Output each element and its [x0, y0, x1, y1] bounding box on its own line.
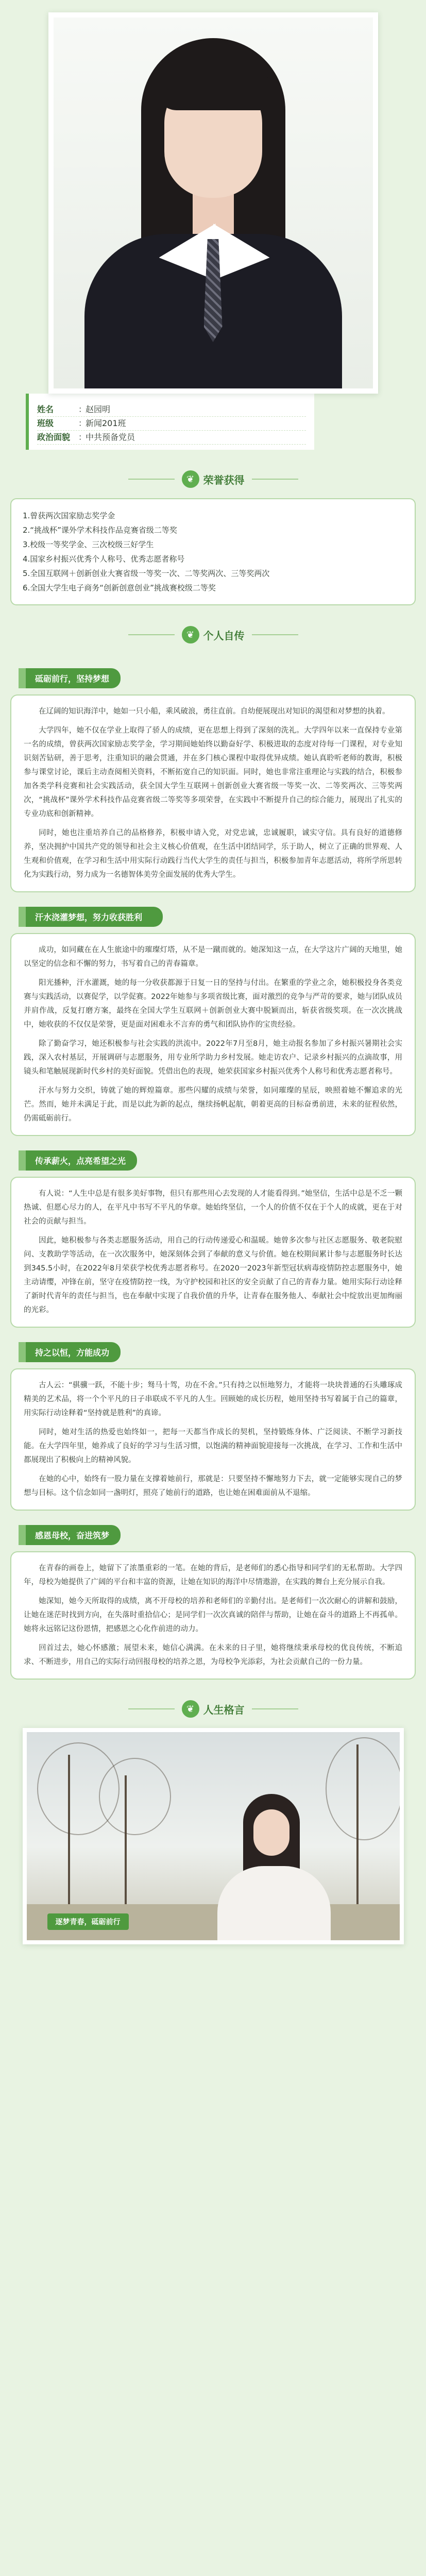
paragraph: 同时，她也注重培养自己的品格修养，积极申请入党，对党忠诚，忠诚履职，诚实守信。具有良好的道德修养，坚决拥护中国共产党的领导和社会主义核心价值观，在生活中团结同学，乐于助人，树立了正确的世界观、人生观和价值观，在学习和生活中用实际行动践行当代大学生的责任与担当，积极参加青年志愿活动，将所学所思转化为实践行动，努力成为一名德智体美劳全面发展的优秀大学生。 — [24, 829, 402, 879]
section-tab: 感恩母校，奋进筑梦 — [26, 1525, 121, 1545]
honor-item: 1.曾获两次国家励志奖学金 — [23, 511, 115, 520]
honors-list — [10, 498, 416, 605]
motto-heading — [10, 1700, 416, 1718]
paragraph: 阳光播种，汗水灌溉，她的每一分收获都源于日复一日的坚持与付出。在繁重的学业之余，她积极投身各类竞赛与实践活动，以赛促学，以学促赛。2022年她参与多项省级比赛，面对激烈的竞争与严苛的要求，她与团队成员并肩作战，反复打磨方案，最终在全国大学生互联网＋创新创业大赛中脱颖而出，斩获省级奖项。在一次次挑战中，她收获的不仅仅是荣誉，更是面对困难永不言弃的勇气和团队协作的宝贵经验。 — [24, 979, 402, 1029]
profile-value: 中共预备党员 — [86, 432, 135, 442]
profile-card — [26, 394, 314, 450]
paragraph: 除了勤奋学习，她还积极参与社会实践的洪流中。2022年7月至8月，她主动报名参加了乡村振兴暑期社会实践，深入农村基层，开展调研与志愿服务，用专业所学助力乡村发展。她走访农户、记录乡村振兴的点滴故事，用镜头和笔触展现新时代乡村的美好面貌。凭借出色的表现，她荣获国家乡村振兴优秀个人称号和优秀志愿者称号。 — [24, 1040, 402, 1076]
profile-value: 新闻201班 — [86, 418, 126, 428]
section-text — [10, 1177, 416, 1328]
profile-key: 姓名 — [37, 404, 54, 414]
paragraph: 有人说：“人生中总是有很多美好事物，但只有那些用心去发现的人才能看得到。”她坚信，生活中总是不乏一颗热诚、但愿心尽力的人，在平凡中书写不平凡的华章。她始终坚信，一个人的价值不仅在于个人的成就，更在于对社会的贡献与担当。 — [24, 1190, 402, 1226]
profile-sep: ： — [78, 418, 87, 428]
paragraph: 在青春的画卷上，她留下了浓墨重彩的一笔。在她的背后，是老师们的悉心指导和同学们的无私帮助。大学四年，母校为她提供了广阔的平台和丰富的资源，让她在知识的海洋中尽情遨游，在实践的舞台上充分展示自我。 — [24, 1564, 402, 1586]
honor-item: 6.全国大学生电子商务“创新创意创业”挑战赛校级二等奖 — [23, 583, 216, 592]
photo-caption: 逐梦青春，砥砺前行 — [47, 1913, 129, 1930]
paragraph: 在她的心中，始终有一股力量在支撑着她前行，那就是：只要坚持不懈地努力下去，就一定能够实现自己的梦想与目标。这个信念如同一盏明灯，照亮了她前行的道路，也让她在困难面前从不退缩。 — [24, 1475, 402, 1497]
paragraph: 古人云：“骐骥一跃，不能十步；驽马十驾，功在不舍。”只有持之以恒地努力，才能将一块块普通的石头雕琢成精美的艺术品，将一个个平凡的日子串联成不平凡的人生。回顾她的成长历程，她用坚持书写着属于自己的篇章，用实际行动诠释着“坚持就是胜利”的真谛。 — [24, 1381, 402, 1417]
paragraph: 成功，如同藏在在人生旅途中的璀璨灯塔，从不是一蹴而就的。她深知这一点，在大学这片广阔的天地里，她以坚定的信念和不懈的努力，书写着自己的青春篇章。 — [24, 946, 402, 968]
honor-item: 5.全国互联网＋创新创业大赛省级一等奖一次、二等奖两次、三等奖两次 — [23, 569, 270, 578]
leaf-icon: ❦ — [182, 626, 199, 643]
motto-title: 人生格言 — [203, 1703, 245, 1716]
paragraph: 大学四年，她不仅在学业上取得了骄人的成绩，更在思想上得到了深刻的洗礼。大学四年以来一直保持专业第一名的成绩，曾获两次国家励志奖学金，学习期间她始终以勤奋好学、积极进取的态度对待每一门课程，对专业知识刻苦钻研，善于思考，注重知识的融会贯通，并在多门核心课程中取得优异成绩。她认真聆听老师的教诲，积极参与课堂讨论，课后主动查阅相关资料，不断拓宽自己的知识面。同时，她也非常注重理论与实践的结合，积极参加各类学科竞赛和社会实践活动，获全国大学生互联网＋创新创业大赛省级一等奖一次、二等奖两次、三等奖两次，“挑战杯”课外学术科技作品竞赛省级二等奖等多项荣誉，在实践中不断提升自己的综合能力，展现出了扎实的专业功底和创新精神。 — [24, 726, 402, 818]
outdoor-photo — [23, 1728, 404, 1944]
paragraph: 因此，她积极参与各类志愿服务活动，用自己的行动传递爱心和温暖。她曾多次参与社区志愿服务、敬老院慰问、支教助学等活动，在一次次服务中，她深刻体会到了奉献的意义与价值。她在校期间累计参与志愿服务时长达到345.5小时，在2022年8月荣获学校优秀志愿者称号。在2020一2023年新型冠状病毒疫情防控志愿服务中，她主动请缨，冲锋在前，坚守在疫情防控一线，为守护校园和社区的安全贡献了自己的青春力量。她用实际行动诠释了新时代青年的责任与担当，也在奉献中实现了自我价值的升华，让青春在服务他人、奉献社会中绽放出更加绚丽的光彩。 — [24, 1236, 402, 1314]
leaf-icon: ❦ — [182, 470, 199, 488]
section-text — [10, 1368, 416, 1511]
paragraph: 汗水与努力交织，铸就了她的辉煌篇章。那些闪耀的成绩与荣誉，如同璀璨的星辰，映照着她不懈追求的光芒。然而，她并未满足于此，而是以此为新的起点，继续扬帆起航，朝着更高的目标奋勇前进，未来的征程依然，仍需砥砺前行。 — [24, 1087, 402, 1123]
paragraph: 同时，她对生活的热爱也始终如一，把每一天都当作成长的契机，坚持锻炼身体、广泛阅读、不断学习新技能。在大学四年里，她养成了良好的学习与生活习惯，以饱满的精神面貌迎接每一次挑战，在学习、工作和生活中都展现出了积极向上的精神风貌。 — [24, 1428, 402, 1464]
section-tab: 砥砺前行，坚持梦想 — [26, 668, 121, 688]
leaf-icon: ❦ — [182, 1700, 199, 1718]
portrait-photo — [48, 12, 378, 394]
section-tab: 汗水浇灌梦想，努力收获胜利 — [26, 907, 163, 927]
profile-key: 班级 — [37, 418, 54, 428]
honor-item: 3.校级一等奖学金、三次校级三好学生 — [23, 540, 154, 549]
self-title: 个人自传 — [203, 629, 245, 642]
honor-item: 2.“挑战杯”课外学术科技作品竞赛省级二等奖 — [23, 526, 177, 535]
profile-row-name — [37, 403, 306, 417]
honor-item: 4.国家乡村振兴优秀个人称号、优秀志愿者称号 — [23, 554, 185, 564]
profile-row-class — [37, 417, 306, 431]
profile-sep: ： — [78, 404, 87, 414]
profile-key: 政治面貌 — [37, 432, 71, 442]
honors-heading — [10, 470, 416, 488]
profile-value: 赵园明 — [86, 404, 111, 414]
section-text — [10, 1551, 416, 1680]
paragraph: 在辽阔的知识海洋中，她如一只小船，乘风破浪，勇往直前。自幼便展现出对知识的渴望和对梦想的执着。 — [39, 707, 390, 716]
honors-title: 荣誉获得 — [203, 473, 245, 486]
profile-sep: ： — [78, 432, 87, 442]
section-text — [10, 694, 416, 892]
self-heading — [10, 626, 416, 643]
section-tab: 传承薪火，点亮希望之光 — [26, 1150, 137, 1171]
section-text — [10, 933, 416, 1136]
profile-row-political — [37, 431, 306, 445]
section-tab: 持之以恒，方能成功 — [26, 1342, 121, 1362]
paragraph: 她深知，她今天所取得的成绩，离不开母校的培养和老师们的辛勤付出。是老师们一次次耐心的讲解和鼓励，让她在迷茫时找到方向，在失落时重拾信心；是同学们一次次真诚的陪伴与帮助，让她在奋斗的道路上不再孤单。她将永远铭记这份恩情，把感恩之心化作前进的动力。 — [24, 1597, 402, 1633]
paragraph: 回首过去，她心怀感激；展望未来，她信心满满。在未来的日子里，她将继续秉承母校的优良传统，不断追求、不断进步，用自己的实际行动回报母校的培养之恩，为母校争光添彩，为社会贡献自己的一份力量。 — [24, 1644, 402, 1666]
